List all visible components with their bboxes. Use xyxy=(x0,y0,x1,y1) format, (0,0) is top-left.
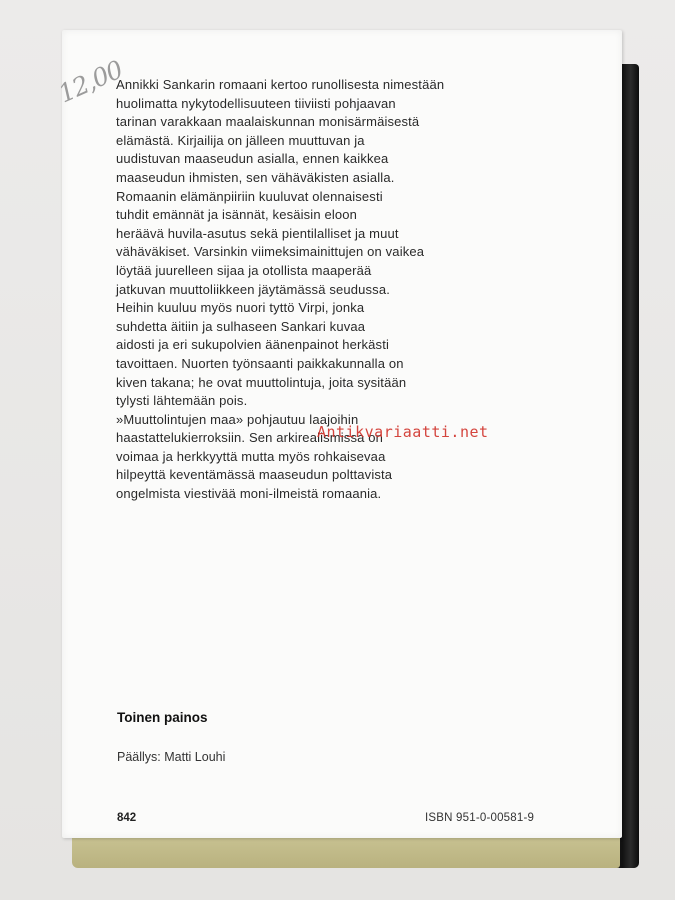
edition-label: Toinen painos xyxy=(117,710,208,725)
blurb-line: Romaanin elämänpiiriin kuuluvat olennaisesti xyxy=(116,188,383,204)
blurb-line: kiven takana; he ovat muuttolintuja, joita sysitään xyxy=(116,374,407,390)
blurb-line: Heihin kuuluu myös nuori tyttö Virpi, jonka xyxy=(116,300,365,316)
blurb-line: löytää juurelleen sijaa ja otollista maaperää xyxy=(116,262,372,278)
blurb-line: haastattelukierroksiin. Sen arkirealismissa on xyxy=(116,430,384,446)
watermark: Antikvariaatti.net xyxy=(317,423,489,441)
blurb-line: voimaa ja herkkyyttä mutta myös rohkaisevaa xyxy=(116,448,386,464)
blurb-line: tarinan varakkaan maalaiskunnan monisärmäisestä xyxy=(116,114,420,130)
blurb-line: tuhdit emännät ja isännät, kesäisin eloon xyxy=(116,207,358,223)
blurb-line: elämästä. Kirjailija on jälleen muuttuvan ja xyxy=(116,132,365,148)
book-page-edge xyxy=(72,834,620,868)
blurb-line: heräävä huvila-asutus sekä pientilalliset ja muut xyxy=(116,225,399,241)
blurb-line: maaseudun ihmisten, sen vähäväkisten asialla. xyxy=(116,169,395,185)
blurb-line: »Muuttolintujen maa» pohjautuu laajoihin xyxy=(116,411,359,427)
blurb-line: uudistuvan maaseudun asialla, ennen kaikkea xyxy=(116,151,389,167)
blurb-line: suhdetta äitiin ja sulhaseen Sankari kuvaa xyxy=(116,318,366,334)
blurb-line: aidosti ja eri sukupolvien äänenpainot herkästi xyxy=(116,337,389,353)
cover-designer-credit: Päällys: Matti Louhi xyxy=(117,750,226,764)
blurb-line: tavoittaen. Nuorten työnsaanti paikkakunnalla on xyxy=(116,355,404,371)
blurb-line: jatkuvan muuttoliikkeen jäytämässä seudussa. xyxy=(116,281,390,297)
blurb-line: vähäväkiset. Varsinkin viimeksimainittujen on vaikea xyxy=(116,244,425,260)
handwritten-price: 12,00 xyxy=(54,54,127,109)
blurb-line: tylysti lähtemään pois. xyxy=(116,393,248,409)
book-back-cover xyxy=(54,30,622,838)
blurb-line: ongelmista viestivää moni-ilmeistä romaania. xyxy=(116,486,382,502)
publisher-code: 842 xyxy=(117,812,137,824)
blurb-line: huolimatta nykytodellisuuteen tiiviisti pohjaavan xyxy=(116,95,396,111)
isbn-number: ISBN 951-0-00581-9 xyxy=(425,812,535,824)
blurb-line: hilpeyttä keventämässä maaseudun polttavista xyxy=(116,467,393,483)
blurb-line: Annikki Sankarin romaani kertoo runollisesta nimestään xyxy=(116,77,445,92)
